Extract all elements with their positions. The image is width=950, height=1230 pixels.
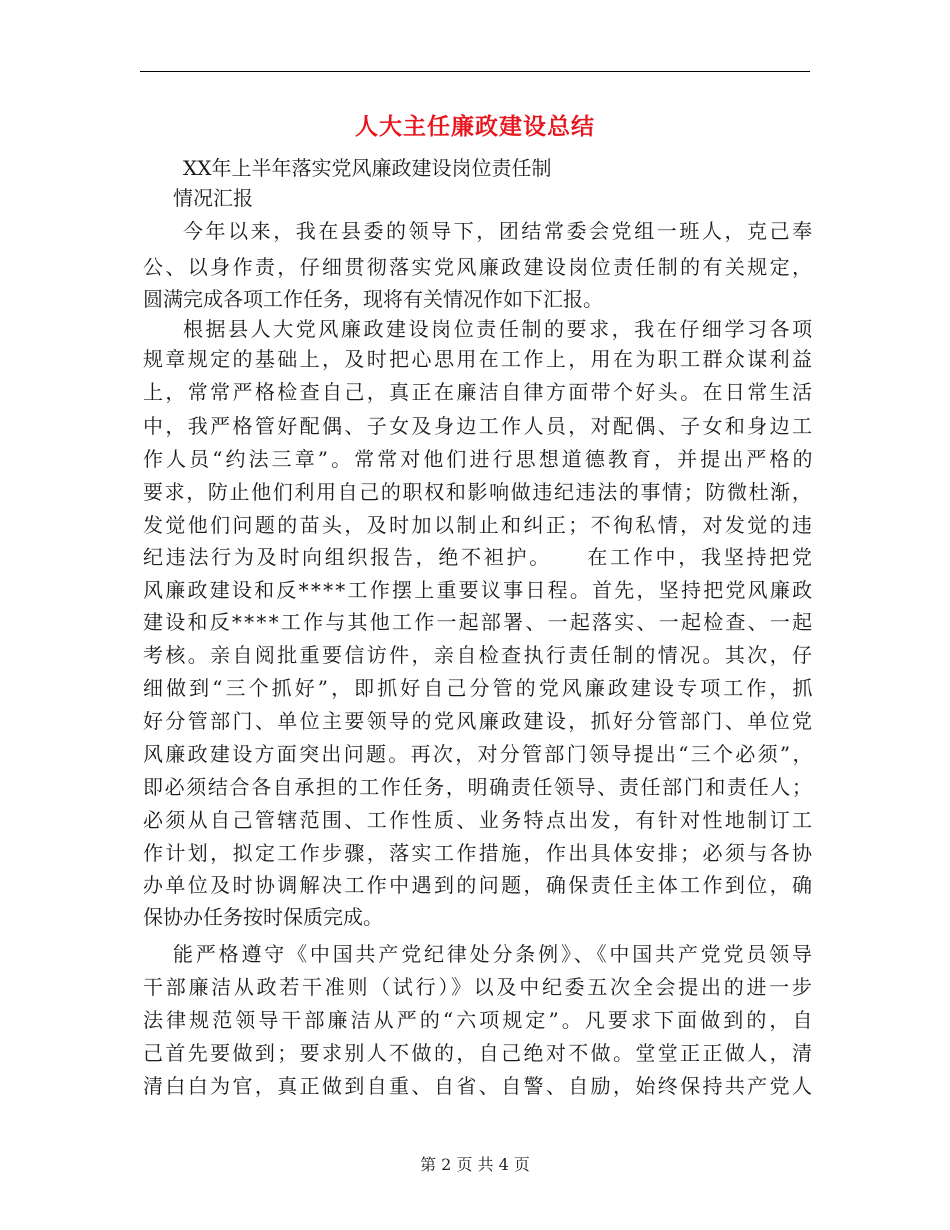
body-line: 建设和反****工作与其他工作一起部署、一起落实、一起检查、一起 xyxy=(143,610,815,634)
body-line: 风廉政建设方面突出问题。再次，对分管部门领导提出“三个必须”， xyxy=(143,742,815,766)
body-line: 规章规定的基础上，及时把心思用在工作上，用在为职工群众谋利益 xyxy=(143,347,815,371)
body-line: 纪违法行为及时向组织报告，绝不袒护。 在工作中，我坚持把党 xyxy=(143,545,815,569)
body-line: 细做到“三个抓好”，即抓好自己分管的党风廉政建设专项工作，抓 xyxy=(143,676,816,700)
body-line: 要求，防止他们利用自己的职权和影响做违纪违法的事情；防微杜渐， xyxy=(143,480,814,504)
subtitle-line-1: XX年上半年落实党风廉政建设岗位责任制 xyxy=(183,156,552,180)
body-line: 公、以身作责，仔细贯彻落实党风廉政建设岗位责任制的有关规定， xyxy=(143,255,815,279)
body-line: 好分管部门、单位主要领导的党风廉政建设，抓好分管部门、单位党 xyxy=(143,709,815,733)
header-rule xyxy=(140,71,810,72)
page-number-footer: 第 2 页 共 4 页 xyxy=(420,1155,530,1174)
body-line: 己首先要做到；要求别人不做的，自己绝对不做。堂堂正正做人，清 xyxy=(143,1041,815,1065)
body-line: 上，常常严格检查自己，真正在廉洁自律方面带个好头。在日常生活 xyxy=(143,380,815,404)
body-line: 清白白为官，真正做到自重、自省、自警、自励，始终保持共产党人 xyxy=(143,1074,815,1098)
body-line: 圆满完成各项工作任务，现将有关情况作如下汇报。 xyxy=(143,287,603,311)
body-line: 作计划，拟定工作步骤，落实工作措施，作出具体安排；必须与各协 xyxy=(143,841,815,865)
body-line: 法律规范领导干部廉洁从严的“六项规定”。凡要求下面做到的，自 xyxy=(143,1008,816,1032)
body-line: 风廉政建设和反****工作摆上重要议事日程。首先，坚持把党风廉政 xyxy=(143,578,815,602)
body-line: 根据县人大党风廉政建设岗位责任制的要求，我在仔细学习各项 xyxy=(183,317,815,341)
body-line: 作人员“约法三章”。常常对他们进行思想道德教育，并提出严格的 xyxy=(143,447,816,471)
body-line: 今年以来，我在县委的领导下，团结常委会党组一班人，克己奉 xyxy=(183,219,815,243)
body-line: 办单位及时协调解决工作中遇到的问题，确保责任主体工作到位，确 xyxy=(143,873,815,897)
body-line: 考核。亲自阅批重要信访件，亲自检查执行责任制的情况。其次，仔 xyxy=(143,643,815,667)
body-line: 干部廉洁从政若干准则（试行）》以及中纪委五次全会提出的进一步 xyxy=(143,975,815,999)
body-line: 保协办任务按时保质完成。 xyxy=(143,905,383,929)
body-line: 能严格遵守《中国共产党纪律处分条例》、《中国共产党党员领导 xyxy=(173,942,815,966)
body-line: 发觉他们问题的苗头，及时加以制止和纠正；不徇私情，对发觉的违 xyxy=(143,513,815,537)
subtitle-line-2: 情况汇报 xyxy=(173,186,253,210)
document-title: 人大主任廉政建设总结 xyxy=(355,114,595,140)
body-line: 即必须结合各自承担的工作任务，明确责任领导、责任部门和责任人； xyxy=(143,775,814,799)
body-line: 中，我严格管好配偶、子女及身边工作人员，对配偶、子女和身边工 xyxy=(143,414,815,438)
body-line: 必须从自己管辖范围、工作性质、业务特点出发，有针对性地制订工 xyxy=(143,808,815,832)
